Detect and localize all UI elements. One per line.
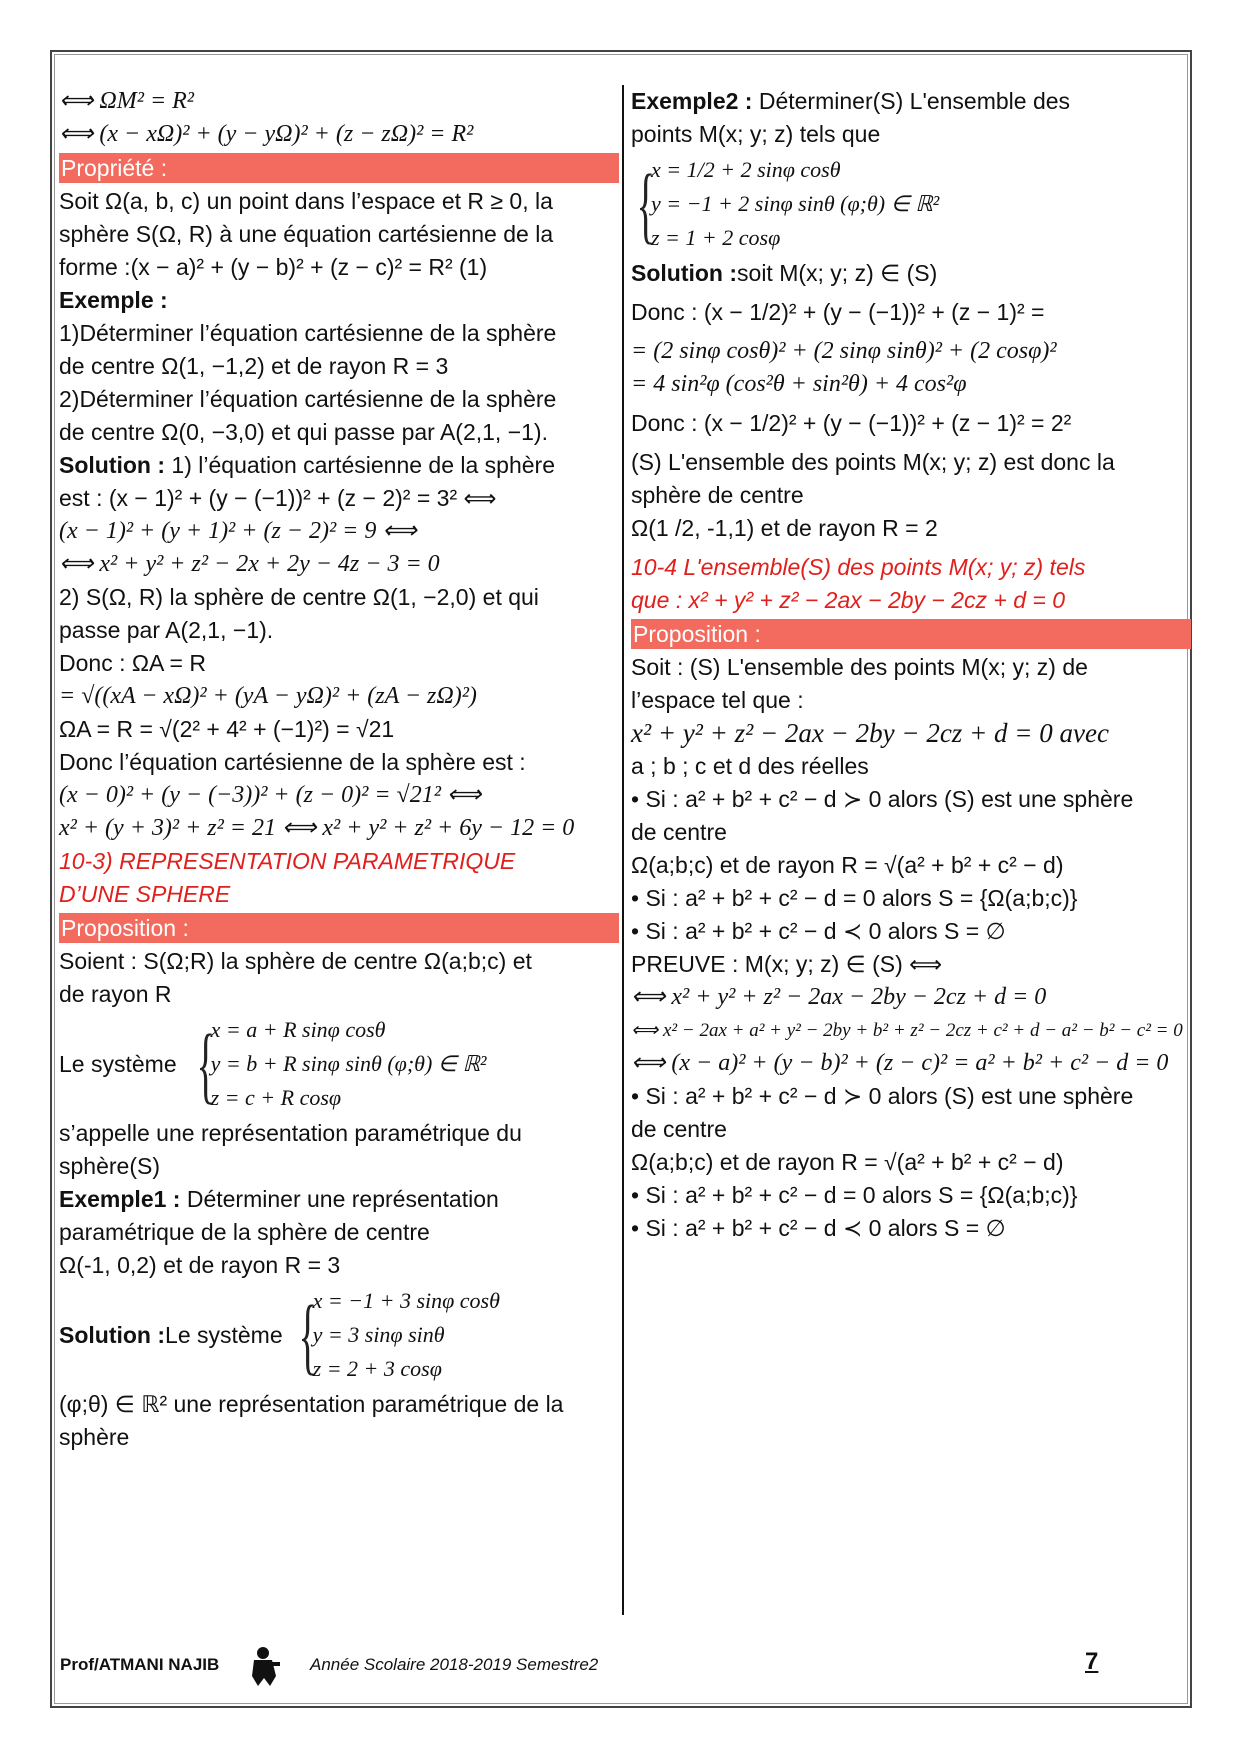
equivalence-line: ⟺ ΩM² = R² <box>59 88 194 114</box>
solution-text: 2) S(Ω, R) la sphère de centre Ω(1, −2,0) et qui <box>59 584 539 610</box>
system-line: y = 3 sinφ sinθ <box>312 1322 445 1347</box>
solution-text: ΩA = R = √(2² + 4² + (−1)²) = √21 <box>59 716 395 742</box>
system-line: y = b + R sinφ sinθ (φ;θ) ∈ ℝ² <box>210 1051 487 1076</box>
case-bullet: • Si : a² + b² + c² − d ≺ 0 alors S = ∅ <box>631 1215 1006 1241</box>
solution-math: (x − 0)² + (y − (−3))² + (z − 0)² = √21² ⟺ <box>59 782 482 808</box>
exemple2-text: points M(x; y; z) tels que <box>631 121 881 147</box>
solution-label: Solution : <box>631 260 738 286</box>
brace-icon: { <box>636 156 656 252</box>
case-bullet: • Si : a² + b² + c² − d ≻ 0 alors (S) est une sphère <box>631 1083 1134 1109</box>
propriete-text: forme :(x − a)² + (y − b)² + (z − c)² = R² (1) <box>59 254 488 280</box>
solution-label: Solution : <box>59 452 166 478</box>
solution-text: passe par A(2,1, −1). <box>59 617 274 643</box>
proposition-text: l’espace tel que : <box>631 687 804 713</box>
system-line: x = 1/2 + 2 sinφ cosθ <box>651 157 841 182</box>
proposition-text: Soit : (S) L'ensemble des points M(x; y; z) de <box>631 654 1088 680</box>
preuve-math: ⟺ (x − a)² + (y − b)² + (z − c)² = a² + b² + c² − d = 0 <box>631 1050 1169 1076</box>
exemple2-line <box>631 85 1191 118</box>
exemple2-label: Exemple2 : <box>631 88 753 114</box>
section-heading: 10-4 L'ensemble(S) des points M(x; y; z) tels <box>631 554 1086 580</box>
section-heading: 10-3) REPRESENTATION PARAMETRIQUE <box>59 848 516 874</box>
system-line: x = a + R sinφ cosθ <box>210 1017 386 1042</box>
exemple1-text: Ω(-1, 0,2) et de rayon R = 3 <box>59 1252 341 1278</box>
left-column <box>59 85 619 1454</box>
proposition-text: sphère(S) <box>59 1153 160 1179</box>
brace-icon: { <box>298 1287 317 1383</box>
system-lines <box>651 153 939 255</box>
sphere-equation-line: ⟺ (x − xΩ)² + (y − yΩ)² + (z − zΩ)² = R² <box>59 121 474 147</box>
page-number: 7 <box>1085 1648 1099 1675</box>
system-lines <box>211 1013 487 1115</box>
propriete-text: sphère S(Ω, R) à une équation cartésienne de la <box>59 221 554 247</box>
system-lines <box>313 1284 500 1386</box>
solution-text: 1) l’équation cartésienne de la sphère <box>165 452 556 478</box>
brace-icon: { <box>196 1016 215 1112</box>
solution-math: (x − 1)² + (y + 1)² + (z − 2)² = 9 ⟺ <box>59 518 417 544</box>
footer-author: Prof/ATMANI NAJIB <box>60 1655 220 1674</box>
case-text: de centre <box>631 819 727 845</box>
solution-text: Ω(1 /2, -1,1) et de rayon R = 2 <box>631 515 938 541</box>
case-bullet: • Si : a² + b² + c² − d = 0 alors S = {Ω(a;b;c)} <box>631 885 1078 911</box>
section-heading: D’UNE SPHERE <box>59 881 231 907</box>
solution-math: = √((xA − xΩ)² + (yA − yΩ)² + (zA − zΩ)²) <box>59 683 477 709</box>
column-divider <box>622 85 624 1615</box>
case-bullet: • Si : a² + b² + c² − d ≺ 0 alors S = ∅ <box>631 918 1006 944</box>
preuve-line: PREUVE : M(x; y; z) ∈ (S) ⟺ <box>631 951 943 977</box>
proposition-header: Proposition : <box>631 619 1191 649</box>
parametric-system-solution <box>59 1284 619 1386</box>
solution-math: = 4 sin²φ (cos²θ + sin²θ) + 4 cos²φ <box>631 371 967 397</box>
solution-math: x² + (y + 3)² + z² = 21 ⟺ x² + y² + z² + 6y − 12 = 0 <box>59 815 575 841</box>
solution-math: = (2 sinφ cosθ)² + (2 sinφ sinθ)² + (2 cosφ)² <box>631 338 1057 364</box>
system-line: z = c + R cosφ <box>210 1085 342 1110</box>
exemple-text: de centre Ω(0, −3,0) et qui passe par A(2,1, −1). <box>59 419 548 445</box>
propriete-header: Propriété : <box>59 153 619 183</box>
system-line: z = 2 + 3 cosφ <box>312 1356 442 1381</box>
proposition-text: a ; b ; c et d des réelles <box>631 753 869 779</box>
system-line: x = −1 + 3 sinφ cosθ <box>312 1288 500 1313</box>
case-bullet: • Si : a² + b² + c² − d ≻ 0 alors (S) est une sphère <box>631 786 1134 812</box>
section-heading: que : x² + y² + z² − 2ax − 2by − 2cz + d = 0 <box>631 587 1066 613</box>
exemple1-text: paramétrique de la sphère de centre <box>59 1219 430 1245</box>
exemple-text: 1)Déterminer l’équation cartésienne de la sphère <box>59 320 557 346</box>
exemple2-text: Déterminer(S) L'ensemble des <box>752 88 1071 114</box>
system-label: Le système <box>59 1050 177 1077</box>
exemple1-label: Exemple1 : <box>59 1186 181 1212</box>
preuve-math: ⟺ x² + y² + z² − 2ax − 2by − 2cz + d = 0 <box>631 984 1047 1010</box>
case-text: de centre <box>631 1116 727 1142</box>
exemple1-line <box>59 1183 619 1216</box>
solution-text: Donc : ΩA = R <box>59 650 206 676</box>
proposition-text: s’appelle une représentation paramétrique du <box>59 1120 522 1146</box>
solution-text: est : (x − 1)² + (y − (−1))² + (z − 2)² = 3² ⟺ <box>59 485 497 511</box>
solution-math: ⟺ x² + y² + z² − 2x + 2y − 4z − 3 = 0 <box>59 551 440 577</box>
exemple-title: Exemple : <box>59 287 168 313</box>
proposition-text: de rayon R <box>59 981 172 1007</box>
case-text: Ω(a;b;c) et de rayon R = √(a² + b² + c² − d) <box>631 1149 1064 1175</box>
footer-year: Année Scolaire 2018-2019 Semestre2 <box>310 1655 599 1674</box>
proposition-text: Soient : S(Ω;R) la sphère de centre Ω(a;b;c) et <box>59 948 532 974</box>
right-column <box>631 85 1191 1245</box>
exemple1-text: Déterminer une représentation <box>180 1186 499 1212</box>
solution-text: Donc l’équation cartésienne de la sphère est : <box>59 749 526 775</box>
solution-text: soit M(x; y; z) ∈ (S) <box>737 260 938 286</box>
system-line: y = −1 + 2 sinφ sinθ (φ;θ) ∈ ℝ² <box>651 191 940 216</box>
solution-text: (φ;θ) ∈ ℝ² une représentation paramétrique de la <box>59 1391 564 1417</box>
parametric-system <box>631 153 1191 255</box>
case-bullet: • Si : a² + b² + c² − d = 0 alors S = {Ω(a;b;c)} <box>631 1182 1078 1208</box>
teacher-logo-icon <box>248 1646 282 1686</box>
solution-line <box>631 257 1191 290</box>
parametric-system <box>59 1013 619 1115</box>
solution-text: sphère de centre <box>631 482 804 508</box>
proposition-math: x² + y² + z² − 2ax − 2by − 2cz + d = 0 avec <box>631 718 1109 748</box>
solution-text: Le système <box>165 1321 283 1348</box>
solution-line <box>59 449 619 482</box>
exemple-text: de centre Ω(1, −1,2) et de rayon R = 3 <box>59 353 449 379</box>
system-line: z = 1 + 2 cosφ <box>651 225 781 250</box>
solution-text: (S) L'ensemble des points M(x; y; z) est donc la <box>631 449 1115 475</box>
solution-label: Solution : <box>59 1321 166 1348</box>
solution-text: Donc : (x − 1/2)² + (y − (−1))² + (z − 1)² = <box>631 299 1045 325</box>
propriete-text: Soit Ω(a, b, c) un point dans l’espace et R ≥ 0, la <box>59 188 553 214</box>
solution-text: sphère <box>59 1424 130 1450</box>
proposition-header: Proposition : <box>59 913 619 943</box>
solution-text: Donc : (x − 1/2)² + (y − (−1))² + (z − 1)² = 2² <box>631 410 1072 436</box>
case-text: Ω(a;b;c) et de rayon R = √(a² + b² + c² − d) <box>631 852 1064 878</box>
exemple-text: 2)Déterminer l’équation cartésienne de la sphère <box>59 386 557 412</box>
preuve-math: ⟺ x² − 2ax + a² + y² − 2by + b² + z² − 2cz + c² + d − a² − b² − c² = 0 <box>631 1020 1183 1041</box>
